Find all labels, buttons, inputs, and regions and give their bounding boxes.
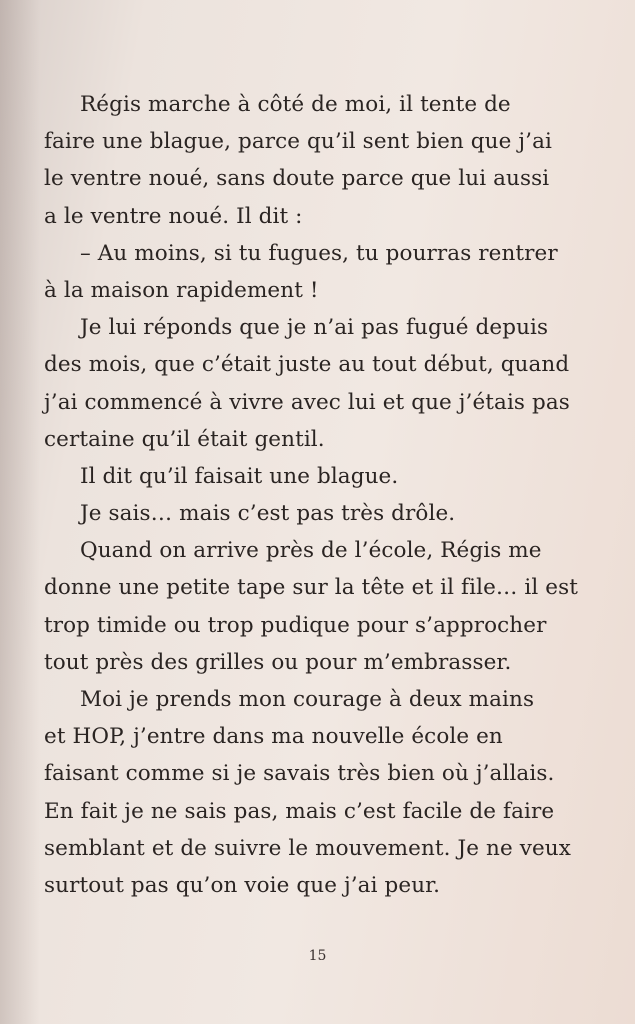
page-gutter-shadow xyxy=(0,0,40,1024)
text-line: le ventre noué, sans doute parce que lui aussi xyxy=(44,166,550,192)
text-line: semblant et de suivre le mouvement. Je ne veux xyxy=(44,835,571,861)
text-line: Il dit qu’il faisait une blague. xyxy=(80,463,399,489)
text-line: En fait je ne sais pas, mais c’est facile de faire xyxy=(44,798,555,824)
text-line: Moi je prends mon courage à deux mains xyxy=(80,687,535,712)
text-line: certaine qu’il était gentil. xyxy=(44,426,325,452)
text-line: Quand on arrive près de l’école, Régis me xyxy=(80,538,542,564)
text-line: tout près des grilles ou pour m’embrasser. xyxy=(44,649,512,675)
text-line: j’ai commencé à vivre avec lui et que j’étais pas xyxy=(44,389,570,415)
text-line: Je sais… mais c’est pas très drôle. xyxy=(80,501,456,527)
text-line: surtout pas qu’on voie que j’ai peur. xyxy=(44,872,441,898)
text-line: à la maison rapidement ! xyxy=(44,277,319,303)
page-number: 15 xyxy=(308,948,327,964)
text-line: – Au moins, si tu fugues, tu pourras rentrer xyxy=(80,240,558,266)
body-text xyxy=(44,86,579,904)
text-line: des mois, que c’était juste au tout début, quand xyxy=(44,352,570,378)
text-line: faire une blague, parce qu’il sent bien que j’ai xyxy=(44,129,552,155)
text-line: et HOP, j’entre dans ma nouvelle école en xyxy=(44,724,503,750)
text-line: faisant comme si je savais très bien où j’allais. xyxy=(44,761,555,787)
text-line: donne une petite tape sur la tête et il file… il est xyxy=(44,575,579,601)
text-line: trop timide ou trop pudique pour s’approcher xyxy=(44,612,547,638)
text-line: Je lui réponds que je n’ai pas fugué depuis xyxy=(80,315,549,341)
text-line: a le ventre noué. Il dit : xyxy=(44,203,303,229)
text-line: Régis marche à côté de moi, il tente de xyxy=(80,92,511,117)
